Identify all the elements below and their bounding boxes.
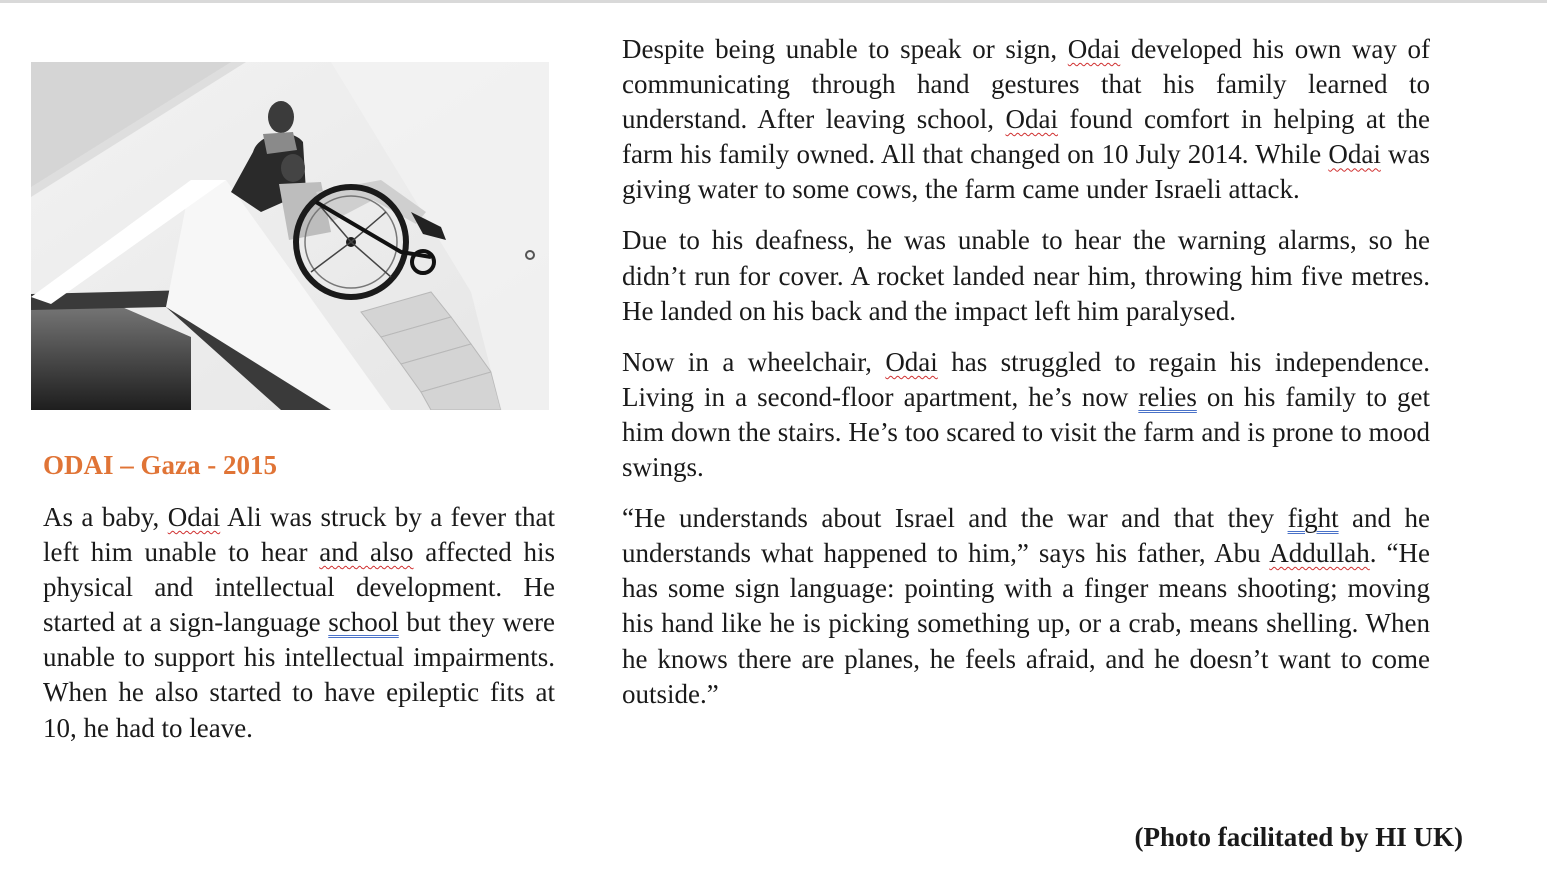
grammar-flagged-word: school: [328, 607, 399, 638]
text-run: found comfort in helping at the farm his family owned. All that changed on 10 July 2014. While: [622, 104, 1430, 170]
spellcheck-flagged-word: Odai: [1005, 104, 1058, 135]
text-run: on his family to get him down the stairs. He’s too scared to visit the farm and is prone to mood swings.: [622, 381, 1430, 483]
spellcheck-flagged-word: Odai: [1328, 139, 1381, 170]
spellcheck-flagged-word: and also: [319, 537, 414, 568]
text-run: affected his physical and intellectual development. He started at a sign-language: [43, 537, 555, 638]
profile-title: ODAI – Gaza - 2015: [43, 450, 277, 480]
spellcheck-flagged-word: Odai: [885, 346, 938, 377]
text-run: As a baby,: [43, 502, 168, 532]
grammar-flagged-word: fight: [1287, 503, 1339, 534]
text-run: . “He has some sign language: pointing with a finger means shooting; moving his hand like he is picking something up, or a crab, means shelling. When he knows there are planes, he feels afraid, and he doesn’t want to come outside.”: [622, 538, 1430, 709]
grammar-flagged-word: relies: [1138, 381, 1197, 412]
story-paragraph-3: [622, 345, 1430, 485]
story-paragraph-1: [622, 32, 1430, 207]
photo-credit: (Photo facilitated by HI UK): [1134, 822, 1463, 852]
text-run: Despite being unable to speak or sign,: [622, 34, 1068, 64]
story-paragraph-2: [622, 223, 1430, 328]
right-column: [622, 32, 1430, 728]
top-rule: [0, 0, 1547, 3]
text-run: developed his own way of communicating through hand gestures that his family learned to understand. After leaving school,: [622, 34, 1430, 135]
intro-paragraph: [43, 500, 555, 746]
left-column: [43, 500, 555, 746]
spellcheck-flagged-word: Odai: [167, 502, 221, 532]
text-run: was giving water to some cows, the farm came under Israeli attack.: [622, 139, 1430, 205]
text-run: has struggled to regain his independence. Living in a second-floor apartment, he’s now: [622, 346, 1430, 412]
text-run: but they were unable to support his intellectual impairments. When he also started to have epileptic fits at 10, he had to leave.: [43, 607, 555, 743]
text-run: Now in a wheelchair,: [622, 346, 886, 377]
text-run: and he understands what happened to him,” says his father, Abu: [622, 503, 1431, 569]
spellcheck-flagged-word: Odai: [1067, 34, 1121, 64]
quote-paragraph: [622, 501, 1430, 712]
text-run: “He understands about Israel and the war and that they: [622, 503, 1288, 534]
text-run: Ali was struck by a fever that left him unable to hear: [43, 502, 555, 568]
photo: [31, 62, 549, 410]
spellcheck-flagged-word: Addullah: [1269, 538, 1370, 569]
text-run: Due to his deafness, he was unable to hear the warning alarms, so he didn’t run for cover. A rocket landed near him, throwing him five metres. He landed on his back and the impact left him paralysed.: [622, 225, 1430, 326]
